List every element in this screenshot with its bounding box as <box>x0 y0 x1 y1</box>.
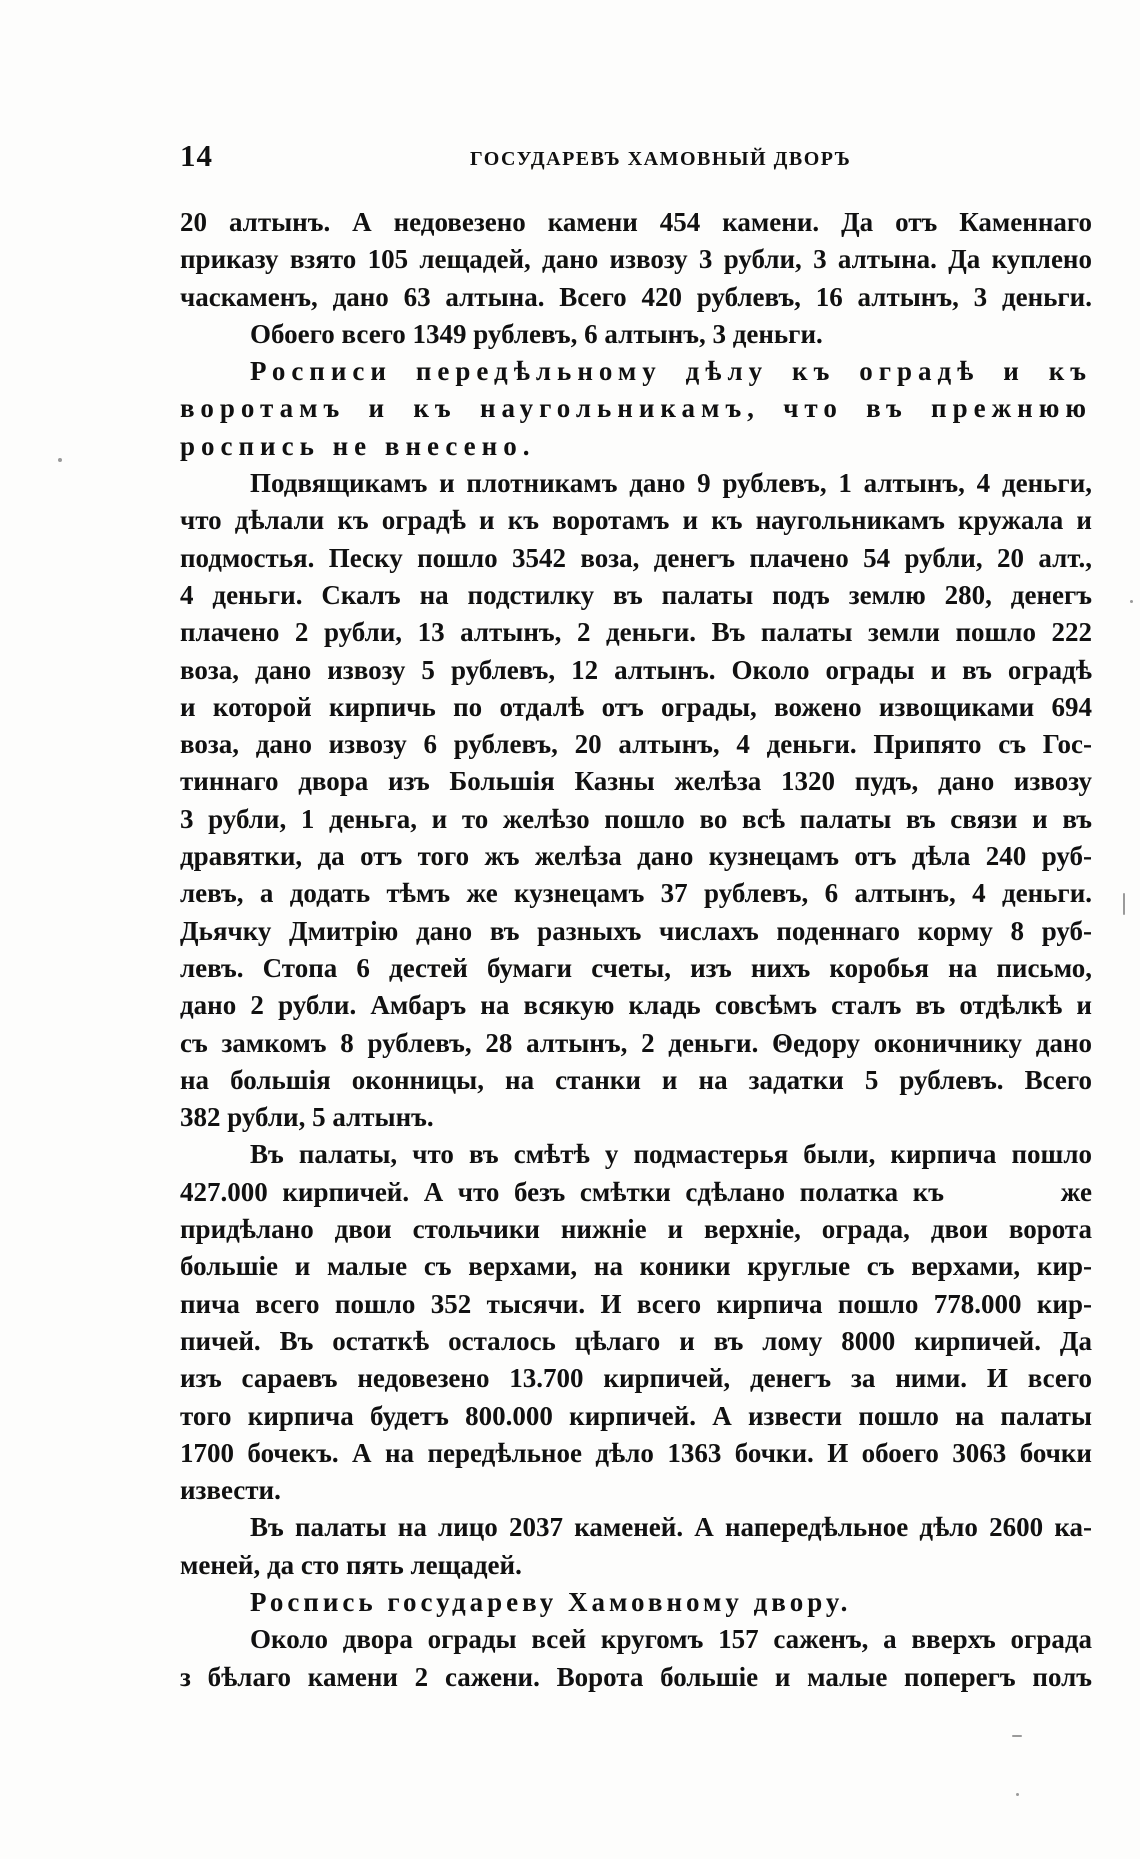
text-line: пичей. Въ остаткѣ осталось цѣлаго и въ лому 8000 кирпичей. Да <box>180 1325 1092 1356</box>
section-heading-line: Роспись государеву Хамовному двору. <box>250 1586 852 1617</box>
text-line: воза, дано извозу 5 рублевъ, 12 алтынъ. Около ограды и въ оградѣ <box>180 654 1092 685</box>
print-speck <box>1016 1793 1019 1796</box>
text-line: что дѣлали къ оградѣ и къ воротамъ и къ наугольникамъ кружала и <box>180 505 1092 536</box>
text-line: Обоего всего 1349 рублевъ, 6 алтынъ, 3 деньги. <box>250 318 823 349</box>
text-line: левъ. Стопа 6 дестей бумаги счеты, изъ нихъ коробья на письмо, <box>180 952 1092 983</box>
text-line: 4 деньги. Скалъ на подстилку въ палаты подъ землю 280, денегъ <box>180 579 1092 610</box>
section-heading-line: воротамъ и къ наугольникамъ, что въ прежнюю <box>180 393 1092 424</box>
text-line: приказу взято 105 лещадей, дано извозу 3 рубли, 3 алтына. Да куплено <box>180 244 1092 275</box>
text-line: съ замкомъ 8 рублевъ, 28 алтынъ, 2 деньги. Θедору оконичнику дано <box>180 1027 1092 1058</box>
text-line: плачено 2 рубли, 13 алтынъ, 2 деньги. Въ палаты земли пошло 222 <box>180 617 1092 648</box>
print-speck <box>1130 600 1133 603</box>
text-line: придѣлано двои стольчики нижніе и верхніе, ограда, двои ворота <box>180 1214 1092 1245</box>
text-line: и которой кирпичь по отдалѣ отъ ограды, вожено извощиками 694 <box>180 691 1092 722</box>
text-line: 382 рубли, 5 алтынъ. <box>180 1102 434 1133</box>
text-line: дравятки, да отъ того жъ желѣза дано кузнецамъ отъ дѣла 240 руб- <box>180 841 1092 872</box>
section-heading-line: Росписи передѣльному дѣлу къ оградѣ и къ <box>250 356 1092 387</box>
text-line: Подвящикамъ и плотникамъ дано 9 рублевъ, 1 алтынъ, 4 деньги, <box>250 468 1092 499</box>
text-line: Дьячку Дмитрію дано въ разныхъ числахъ поденнаго корму 8 руб- <box>180 915 1092 946</box>
text-line: большіе и малые съ верхами, на коники круглые съ верхами, кир- <box>180 1251 1092 1282</box>
text-line: извести. <box>180 1475 281 1506</box>
text-line: 1700 бочекъ. А на передѣльное дѣло 1363 бочки. И обоего 3063 бочки <box>180 1437 1092 1468</box>
text-line: 3 рубли, 1 деньга, и то желѣзо пошло во всѣ палаты въ связи и въ <box>180 803 1092 834</box>
running-title: ГОСУДАРЕВЪ ХАМОВНЫЙ ДВОРЪ <box>470 148 852 170</box>
text-line: подмостья. Песку пошло 3542 воза, денегъ плачено 54 рубли, 20 алт., <box>180 542 1092 573</box>
body-text <box>180 204 1092 1696</box>
text-line: на большія оконницы, на станки и на задатки 5 рублевъ. Всего <box>180 1064 1092 1095</box>
text-line: воза, дано извозу 6 рублевъ, 20 алтынъ, 4 деньги. Припято съ Гос- <box>180 729 1092 760</box>
page-number: 14 <box>180 138 213 173</box>
text-line: 427.000 кирпичей. А что безъ смѣтки сдѣлано полатка къ же <box>180 1176 1092 1207</box>
text-line: Въ палаты на лицо 2037 каменей. А напередѣльное дѣло 2600 ка- <box>250 1512 1092 1543</box>
text-line: пича всего пошло 352 тысячи. И всего кирпича пошло 778.000 кир- <box>180 1288 1092 1319</box>
text-line: 20 алтынъ. А недовезено камени 454 камени. Да отъ Каменнаго <box>180 207 1092 237</box>
text-line: того кирпича будетъ 800.000 кирпичей. А извести пошло на палаты <box>180 1400 1092 1431</box>
text-line: меней, да сто пять лещадей. <box>180 1549 522 1580</box>
text-line: изъ сараевъ недовезено 13.700 кирпичей, денегъ за ними. И всего <box>180 1363 1092 1394</box>
text-line: дано 2 рубли. Амбаръ на всякую кладь совсѣмъ сталъ въ отдѣлкѣ и <box>180 990 1092 1021</box>
text-line: левъ, а додать тѣмъ же кузнецамъ 37 рублевъ, 6 алтынъ, 4 деньги. <box>180 878 1092 909</box>
section-heading-line: роспись не внесено. <box>180 430 536 461</box>
page-header <box>180 138 960 178</box>
print-speck <box>1123 893 1125 915</box>
text-line: Около двора ограды всей кругомъ 157 саженъ, а вверхъ ограда <box>250 1624 1092 1655</box>
text-line: тиннаго двора изъ Большія Казны желѣза 1320 пудъ, дано извозу <box>180 766 1092 797</box>
text-line: Въ палаты, что въ смѣтѣ у подмастерья были, кирпича пошло <box>250 1139 1092 1170</box>
text-line: з бѣлаго камени 2 сажени. Ворота большіе и малые поперегъ полъ <box>180 1661 1092 1692</box>
print-speck <box>58 458 62 462</box>
print-speck <box>1012 1735 1022 1737</box>
text-line: часкаменъ, дано 63 алтына. Всего 420 рублевъ, 16 алтынъ, 3 деньги. <box>180 281 1092 312</box>
